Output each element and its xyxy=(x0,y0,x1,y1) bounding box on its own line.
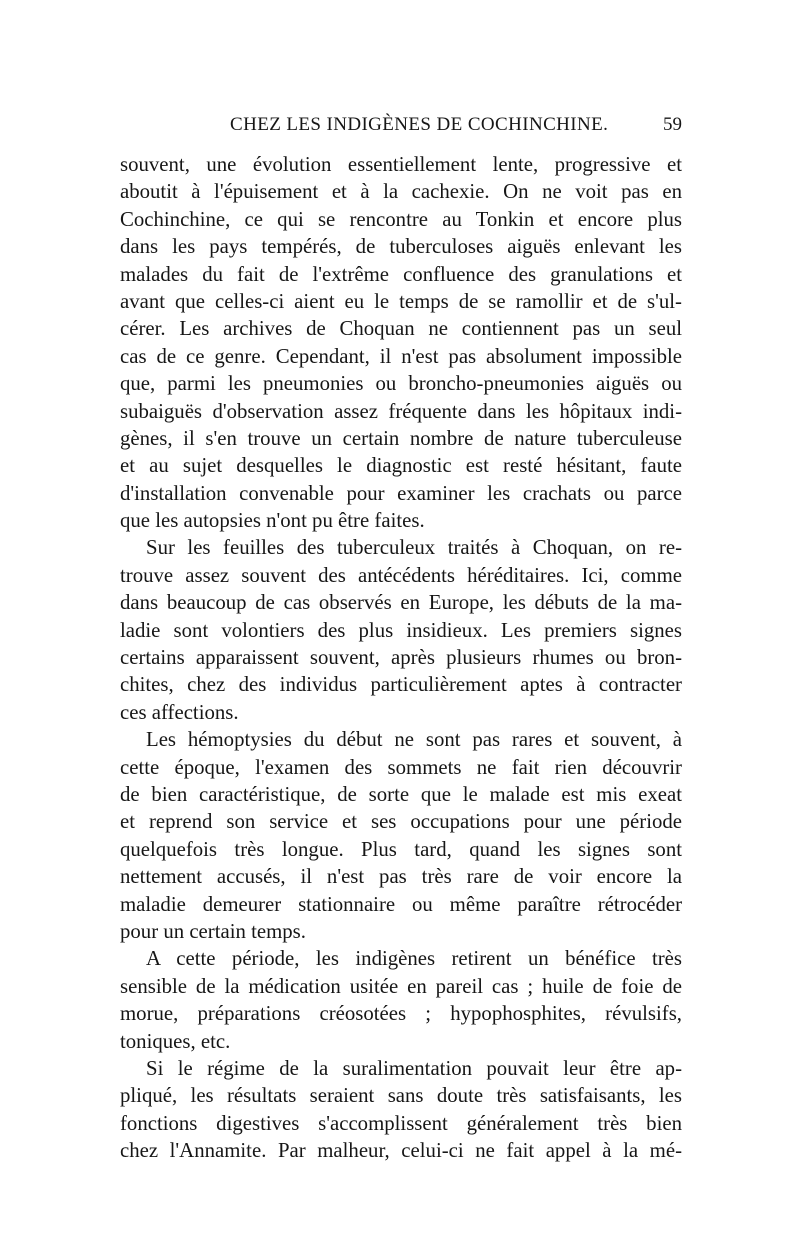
running-head xyxy=(120,114,682,142)
text-line: cérer. Les archives de Choquan ne contiennent pas un seul xyxy=(120,317,682,341)
text-line: toniques, etc. xyxy=(120,1029,231,1053)
text-line: chites, chez des individus particulièrement aptes à contracter xyxy=(120,673,682,697)
text-line: malades du fait de l'extrême confluence des granulations et xyxy=(120,262,682,286)
text-line: souvent, une évolution essentiellement lente, progressive et xyxy=(120,153,682,176)
text-line: morue, préparations créosotées ; hypophosphites, révulsifs, xyxy=(120,1002,682,1026)
text-line: maladie demeurer stationnaire ou même paraître rétrocéder xyxy=(120,892,682,916)
text-line: ladie sont volontiers des plus insidieux. Les premiers signes xyxy=(120,618,682,642)
text-line: trouve assez souvent des antécédents héréditaires. Ici, comme xyxy=(120,563,682,587)
text-line: avant que celles-ci aient eu le temps de se ramollir et de s'ul- xyxy=(120,289,682,313)
text-line: Cochinchine, ce qui se rencontre au Tonkin et encore plus xyxy=(120,207,682,231)
text-line: pliqué, les résultats seraient sans doute très satisfaisants, les xyxy=(120,1084,682,1108)
text-line: certains apparaissent souvent, après plusieurs rhumes ou bron- xyxy=(120,646,682,670)
text-line: chez l'Annamite. Par malheur, celui-ci ne fait appel à la mé- xyxy=(120,1139,682,1163)
text-line: cette époque, l'examen des sommets ne fait rien découvrir xyxy=(120,755,682,779)
running-title: CHEZ LES INDIGÈNES DE COCHINCHINE. xyxy=(230,114,609,135)
text-line: quelquefois très longue. Plus tard, quand les signes sont xyxy=(120,837,682,861)
text-line: ces affections. xyxy=(120,700,239,724)
text-line: subaiguës d'observation assez fréquente dans les hôpitaux indi- xyxy=(120,399,682,423)
text-line: gènes, il s'en trouve un certain nombre de nature tuberculeuse xyxy=(120,426,682,450)
text-line: et reprend son service et ses occupations pour une période xyxy=(120,810,682,834)
text-line: dans beaucoup de cas observés en Europe, les débuts de la ma- xyxy=(120,591,682,615)
text-line: et au sujet desquelles le diagnostic est resté hésitant, faute xyxy=(120,454,682,478)
text-line: cas de ce genre. Cependant, il n'est pas absolument impossible xyxy=(120,344,682,368)
text-line: Si le régime de la suralimentation pouvait leur être ap- xyxy=(146,1056,682,1080)
text-line: sensible de la médication usitée en pareil cas ; huile de foie de xyxy=(120,974,682,998)
text-line: dans les pays tempérés, de tuberculoses aiguës enlevant les xyxy=(120,235,682,259)
text-body xyxy=(120,151,682,1164)
text-line: d'installation convenable pour examiner les crachats ou parce xyxy=(120,481,682,505)
text-line: pour un certain temps. xyxy=(120,919,306,943)
text-line: fonctions digestives s'accomplissent généralement très bien xyxy=(120,1111,682,1135)
text-line: nettement accusés, il n'est pas très rare de voir encore la xyxy=(120,865,682,889)
text-line: Les hémoptysies du début ne sont pas rares et souvent, à xyxy=(146,728,682,752)
page-number: 59 xyxy=(663,114,682,135)
text-line: A cette période, les indigènes retirent un bénéfice très xyxy=(146,947,682,971)
text-line: que les autopsies n'ont pu être faites. xyxy=(120,509,425,533)
text-line: aboutit à l'épuisement et à la cachexie. On ne voit pas en xyxy=(120,180,682,204)
text-line: Sur les feuilles des tuberculeux traités à Choquan, on re- xyxy=(146,536,682,560)
text-line: que, parmi les pneumonies ou broncho-pneumonies aiguës ou xyxy=(120,372,682,396)
text-line: de bien caractéristique, de sorte que le malade est mis exeat xyxy=(120,782,682,806)
